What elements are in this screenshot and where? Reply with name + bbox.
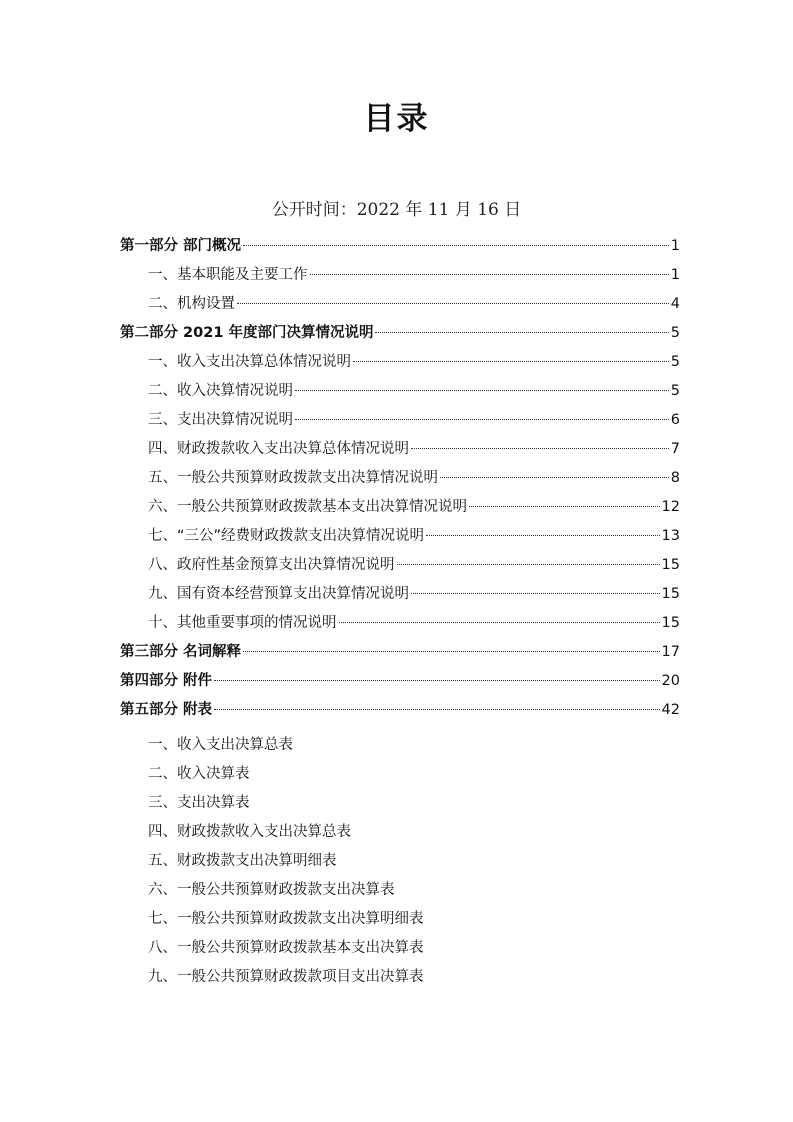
appendix-table-item: 四、财政拨款收入支出决算总表: [148, 824, 351, 840]
appendix-table-item: 一、收入支出决算总表: [148, 737, 293, 753]
toc-entry-part-1[interactable]: [120, 232, 680, 261]
appendix-table-list: [148, 731, 648, 992]
toc-dot-leader: [339, 622, 660, 623]
toc-entry[interactable]: [120, 377, 680, 406]
toc-page-number: 5: [670, 325, 680, 341]
toc-entry-label: 一、基本职能及主要工作: [148, 267, 308, 283]
toc-entry-label: 七、“三公”经费财政拨款支出决算情况说明: [148, 528, 425, 544]
toc-page-number: 5: [670, 383, 680, 399]
toc-entry-label: 第二部分 2021 年度部门决算情况说明: [120, 325, 374, 341]
appendix-table-item: 六、一般公共预算财政拨款支出决算表: [148, 882, 395, 898]
toc-entry[interactable]: [120, 551, 680, 580]
toc-entry[interactable]: [120, 261, 680, 290]
toc-dot-leader: [440, 477, 669, 478]
toc-page-number: 20: [661, 673, 680, 689]
toc-dot-leader: [243, 651, 659, 652]
toc-entry-part-2[interactable]: [120, 319, 680, 348]
toc-dot-leader: [310, 274, 669, 275]
toc-entry-label: 第五部分 附表: [120, 702, 213, 718]
toc-entry-label: 九、国有资本经营预算支出决算情况说明: [148, 586, 409, 602]
appendix-table-item: 七、一般公共预算财政拨款支出决算明细表: [148, 911, 424, 927]
toc-page-number: 15: [661, 615, 680, 631]
toc-dot-leader: [214, 680, 659, 681]
toc-dot-leader: [237, 303, 669, 304]
toc-dot-leader: [411, 448, 669, 449]
toc-dot-leader: [295, 419, 669, 420]
toc-entry-label: 六、一般公共预算财政拨款基本支出决算情况说明: [148, 499, 467, 515]
toc-dot-leader: [411, 593, 660, 594]
publish-date: 公开时间：2022 年 11 月 16 日: [271, 200, 522, 220]
appendix-table-item: 五、财政拨款支出决算明细表: [148, 853, 337, 869]
toc-page-number: 42: [661, 702, 680, 718]
table-of-contents: [120, 232, 680, 725]
toc-dot-leader: [353, 361, 669, 362]
toc-page-number: 4: [670, 296, 680, 312]
toc-entry-label: 三、支出决算情况说明: [148, 412, 293, 428]
toc-dot-leader: [426, 535, 660, 536]
toc-page-number: 7: [670, 441, 680, 457]
appendix-table-item: 二、收入决算表: [148, 766, 250, 782]
page-title: 目录: [363, 101, 430, 137]
toc-entry[interactable]: [120, 522, 680, 551]
toc-page-number: 1: [670, 267, 680, 283]
toc-entry-label: 八、政府性基金预算支出决算情况说明: [148, 557, 395, 573]
toc-entry[interactable]: [120, 406, 680, 435]
toc-dot-leader: [243, 245, 669, 246]
toc-page-number: 8: [670, 470, 680, 486]
toc-page-number: 12: [661, 499, 680, 515]
toc-dot-leader: [469, 506, 660, 507]
toc-page-number: 5: [670, 354, 680, 370]
toc-entry[interactable]: [120, 435, 680, 464]
toc-entry-part-5[interactable]: [120, 696, 680, 725]
toc-entry-label: 五、一般公共预算财政拨款支出决算情况说明: [148, 470, 438, 486]
toc-dot-leader: [214, 709, 659, 710]
appendix-table-item: 八、一般公共预算财政拨款基本支出决算表: [148, 940, 424, 956]
toc-entry-part-4[interactable]: [120, 667, 680, 696]
toc-entry-label: 二、收入决算情况说明: [148, 383, 293, 399]
toc-entry-label: 二、机构设置: [148, 296, 235, 312]
toc-dot-leader: [295, 390, 669, 391]
toc-entry-label: 四、财政拨款收入支出决算总体情况说明: [148, 441, 409, 457]
toc-entry-label: 一、收入支出决算总体情况说明: [148, 354, 351, 370]
appendix-table-item: 九、一般公共预算财政拨款项目支出决算表: [148, 969, 424, 985]
toc-entry-label: 十、其他重要事项的情况说明: [148, 615, 337, 631]
toc-dot-leader: [397, 564, 660, 565]
toc-page-number: 1: [670, 238, 680, 254]
toc-entry-part-3[interactable]: [120, 638, 680, 667]
toc-page-number: 6: [670, 412, 680, 428]
toc-entry-label: 第一部分 部门概况: [120, 238, 242, 254]
toc-entry[interactable]: [120, 464, 680, 493]
toc-entry[interactable]: [120, 580, 680, 609]
toc-page-number: 15: [661, 557, 680, 573]
toc-entry-label: 第四部分 附件: [120, 673, 213, 689]
appendix-table-item: 三、支出决算表: [148, 795, 250, 811]
toc-page-number: 15: [661, 586, 680, 602]
toc-entry[interactable]: [120, 290, 680, 319]
toc-entry[interactable]: [120, 348, 680, 377]
toc-entry[interactable]: [120, 493, 680, 522]
toc-entry-label: 第三部分 名词解释: [120, 644, 242, 660]
toc-page-number: 13: [661, 528, 680, 544]
toc-dot-leader: [375, 332, 668, 333]
toc-entry[interactable]: [120, 609, 680, 638]
toc-page-number: 17: [661, 644, 680, 660]
